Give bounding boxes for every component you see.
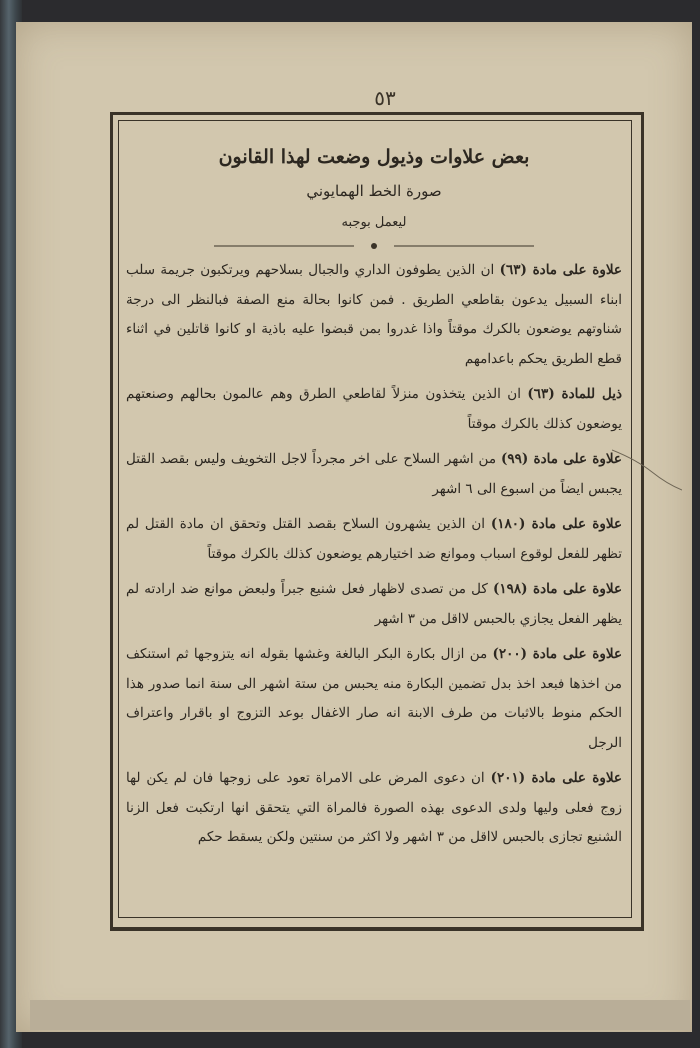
ornamental-divider bbox=[214, 242, 534, 250]
article-text: من اشهر السلاح على اخر مجرداً لاجل التخويف وليس بقصد القتل يجبس ايضاً من اسبوع الى ٦ اشهر bbox=[126, 451, 622, 497]
article-label: علاوة على مادة (١٩٨) bbox=[492, 581, 623, 597]
article-label: علاوة على مادة (٢٠١) bbox=[490, 770, 622, 786]
page-subtitle: صورة الخط الهمايوني bbox=[306, 182, 442, 200]
page-content bbox=[126, 140, 622, 910]
page-number: ٥٣ bbox=[374, 86, 396, 110]
article-label: علاوة على مادة (٦٣) bbox=[499, 262, 622, 278]
article-label: علاوة على مادة (٩٩) bbox=[500, 451, 622, 467]
article-label: علاوة على مادة (٢٠٠) bbox=[492, 646, 622, 662]
article-paragraph bbox=[126, 380, 622, 439]
page-edge bbox=[30, 1000, 690, 1030]
article-paragraph bbox=[126, 510, 622, 569]
page-title: بعض علاوات وذيول وضعت لهذا القانون bbox=[218, 146, 530, 168]
article-paragraph bbox=[126, 256, 622, 374]
article-text: من ازال بكارة البكر البالغة وغشها بقوله انه يتزوجها ثم استنكف من اخذها فبعد اخذ بدل تضمين البكارة منه يحبس من ستة اشهر الى سنة انما صدور هذا الحكم منوط بالاثبات من طرف الابنة انه صار الاغفال بوعد التزوج او باقرار واعتراف الرجل bbox=[126, 646, 622, 751]
article-text: ان الذين يتخذون منزلاً لقاطعي الطرق وهم عالمون بحالهم وصنعتهم يوضعون كذلك بالكرك موقتاً bbox=[126, 386, 622, 432]
article-text: ان الذين يشهرون السلاح بقصد القتل وتحقق ان مادة القتل لم تظهر للفعل لوقوع اسباب وموانع ضد اختيارهم يوضعون كذلك بالكرك موقتاً bbox=[126, 516, 622, 562]
article-paragraph bbox=[126, 640, 622, 758]
article-label: ذيل للمادة (٦٣) bbox=[527, 386, 622, 402]
article-paragraph bbox=[126, 445, 622, 504]
article-text: ان دعوى المرض على الامراة تعود على زوجها فان لم يكن لها زوج فعلى وليها ولدى الدعوى بهذه الصورة فالمراة التي يتحقق انها ارتكبت فعل الزنا الشنيع تجازى بالحبس لااقل من ٣ اشهر ولا اكثر من سنتين ولكن يسقط حكم bbox=[126, 770, 622, 845]
page-subtitle-secondary: ليعمل بوجبه bbox=[341, 215, 407, 230]
article-text: ان الذين يطوفون الداري والجبال بسلاحهم ويرتكبون جريمة سلب ابناء السبيل يدعون بقاطعي الطريق . فمن كانوا بحالة منع الصفة فبالنظر الى درجة شناوتهم يوضعون بالكرك موقتاً واذا غدروا بمن قبضوا عليه باذية او كانوا قاتلين في اثناء قطع الطريق يحكم باعدامهم bbox=[126, 262, 622, 367]
article-paragraph bbox=[126, 575, 622, 634]
article-label: علاوة على مادة (١٨٠) bbox=[490, 516, 623, 532]
paper-tear bbox=[612, 440, 682, 500]
article-paragraph bbox=[126, 764, 622, 853]
article-text: كل من تصدى لاظهار فعل شنيع جبراً ولبعض موانع ضد ارادته لم يظهر الفعل يجازي بالحبس لااقل من ٣ اشهر bbox=[126, 581, 622, 627]
bottom-rule bbox=[110, 928, 644, 931]
